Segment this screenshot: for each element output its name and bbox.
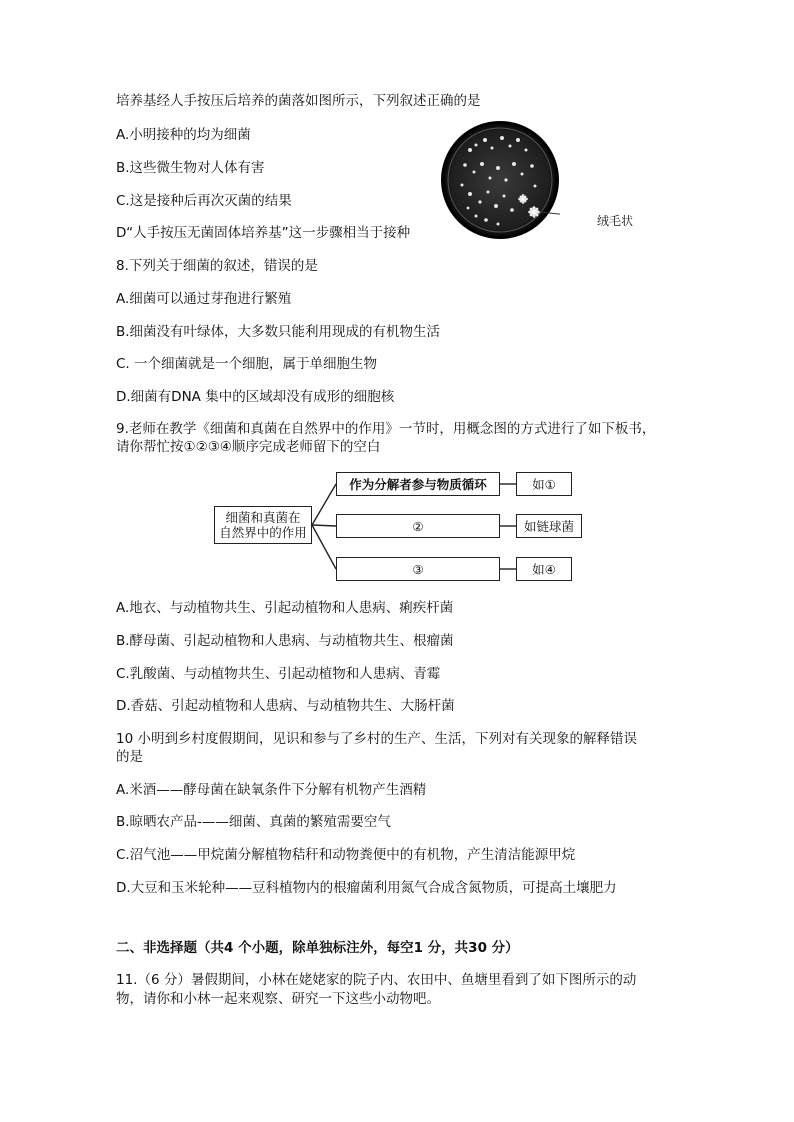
q10-option-c: C.沼气池——甲烷菌分解植物秸秆和动物粪便中的有机物，产生清洁能源甲烷 xyxy=(116,847,576,863)
q8-option-d: D.细菌有DNA 集中的区域却没有成形的细胞核 xyxy=(116,389,395,405)
q10-option-b: B.晾晒农产品-——细菌、真菌的繁殖需要空气 xyxy=(116,814,391,830)
concept-leaf-3: 如④ xyxy=(516,557,572,581)
q11-stem-line1: 11.（6 分）暑假期间，小林在姥姥家的院子内、农田中、鱼塘里看到了如下图所示的动 xyxy=(116,972,637,988)
concept-root-line1: 细菌和真菌在 xyxy=(225,510,301,525)
figure-label-fuzzy: 绒毛状 xyxy=(597,214,634,228)
concept-root-line2: 自然界中的作用 xyxy=(219,525,307,540)
q8-option-c: C. 一个细菌就是一个细胞，属于单细胞生物 xyxy=(116,356,378,372)
q8-option-b: B.细菌没有叶绿体，大多数只能利用现成的有机物生活 xyxy=(116,324,441,340)
q8-option-a: A.细菌可以通过芽孢进行繁殖 xyxy=(116,291,292,307)
q9-option-a: A.地衣、与动植物共生、引起动植物和人患病、痢疾杆菌 xyxy=(116,600,454,616)
q9-option-c: C.乳酸菌、与动植物共生、引起动植物和人患病、青霉 xyxy=(116,666,441,682)
q7-option-b: B.这些微生物对人体有害 xyxy=(116,160,265,176)
concept-map xyxy=(214,470,594,585)
q7-option-d: D“人手按压无菌固体培养基”这一步骤相当于接种 xyxy=(116,225,411,241)
q9-stem-line2: 请你帮忙按①②③④顺序完成老师留下的空白 xyxy=(116,439,381,455)
q10-option-d: D.大豆和玉米轮种——豆科植物内的根瘤菌利用氮气合成含氮物质，可提高土壤肥力 xyxy=(116,880,617,896)
q7-stem: 培养基经人手按压后培养的菌落如图所示，下列叙述正确的是 xyxy=(116,93,481,109)
concept-leaf-1: 如① xyxy=(516,472,572,496)
concept-branch-1: 作为分解者参与物质循环 xyxy=(336,472,500,496)
concept-branch-2: ② xyxy=(336,514,500,538)
q7-option-c: C.这是接种后再次灭菌的结果 xyxy=(116,193,292,209)
q10-option-a: A.米酒——酵母菌在缺氧条件下分解有机物产生酒精 xyxy=(116,782,427,798)
q9-option-b: B.酵母菌、引起动植物和人患病、与动植物共生、根瘤菌 xyxy=(116,633,454,649)
q11-stem-line2: 物，请你和小林一起来观察、研究一下这些小动物吧。 xyxy=(116,991,440,1007)
q8-stem: 8.下列关于细菌的叙述，错误的是 xyxy=(116,258,318,274)
petri-dish-image xyxy=(440,120,560,240)
q9-option-d: D.香菇、引起动植物和人患病、与动植物共生、大肠杆菌 xyxy=(116,698,455,714)
q7-option-a: A.小明接种的均为细菌 xyxy=(116,127,251,143)
q10-stem-line1: 10 小明到乡村度假期间，见识和参与了乡村的生产、生活，下列对有关现象的解释错误 xyxy=(116,731,637,747)
q9-stem-line1: 9.老师在教学《细菌和真菌在自然界中的作用》一节时，用概念图的方式进行了如下板书， xyxy=(116,421,656,437)
section-heading: 二、非选择题（共4 个小题，除单独标注外，每空1 分，共30 分） xyxy=(116,940,519,956)
concept-root xyxy=(214,506,312,544)
concept-leaf-2: 如链球菌 xyxy=(516,514,582,538)
q10-stem-line2: 的是 xyxy=(116,749,143,765)
concept-branch-3: ③ xyxy=(336,557,500,581)
